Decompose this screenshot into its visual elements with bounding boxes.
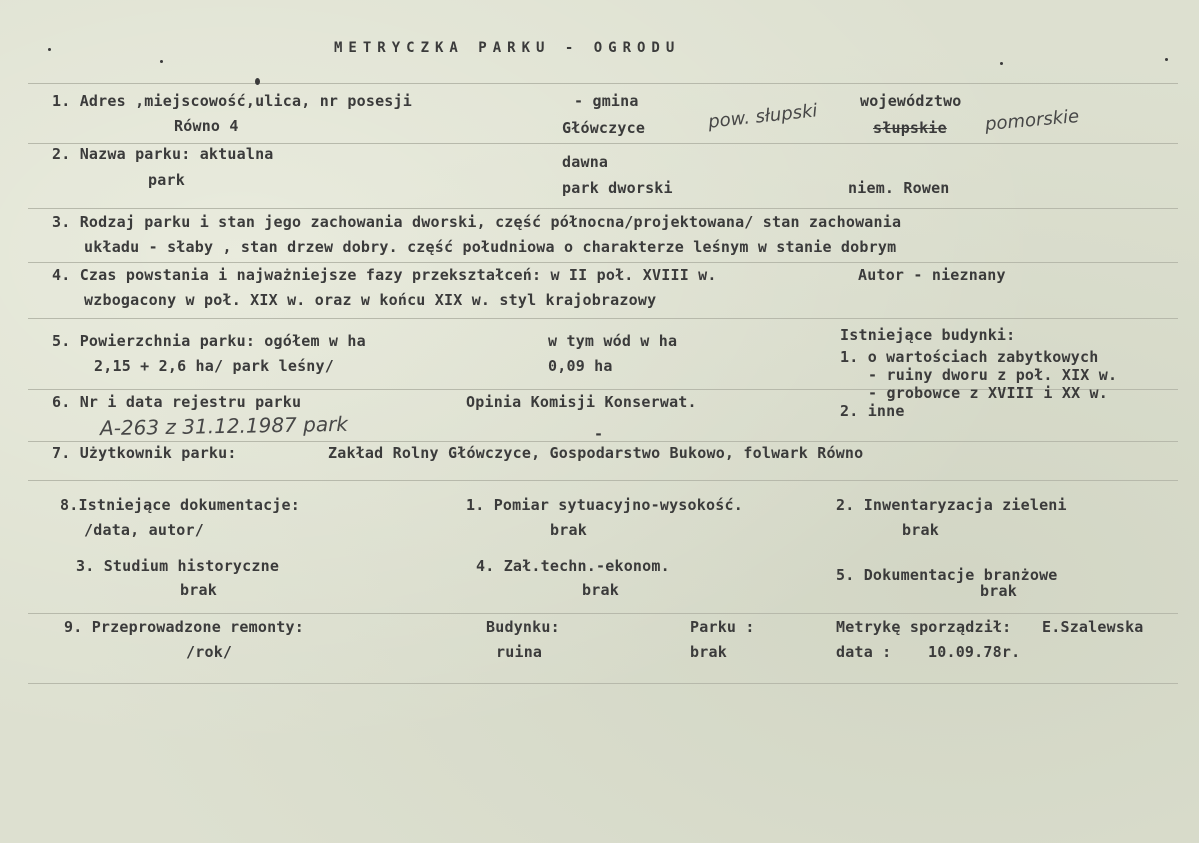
ink-speck [255,78,260,85]
doc4-label: 4. Zał.techn.-ekonom. [476,557,670,575]
form-rule [28,143,1178,144]
documentation-sub: /data, autor/ [84,521,204,539]
form-rule [28,208,1178,209]
park-name-german: niem. Rowen [848,179,950,197]
form-rule [28,480,1178,481]
handwritten-county: pow. słupski [707,100,819,133]
ink-speck [160,60,163,63]
repairs-park-label: Parku : [690,618,755,636]
opinion-value: - [594,425,604,443]
gmina-label: - gmina [574,92,639,110]
locality-value: Równo 4 [174,117,239,135]
form-rule [28,613,1178,614]
voivodeship-value: słupskie [873,119,947,137]
park-type-line1: 3. Rodzaj parku i stan jego zachowania dworski, część północna/projektowana/ stan zachowania [52,213,902,231]
register-label: 6. Nr i data rejestru parku [52,393,302,411]
park-type-line2: układu - słaby , stan drzew dobry. część południowa o charakterze leśnym w stanie dobrym [84,238,897,256]
history-line2: wzbogacony w poł. XIX w. oraz w końcu XIX w. styl krajobrazowy [84,291,657,309]
form-rule [28,683,1178,684]
doc1-label: 1. Pomiar sytuacyjno-wysokość. [466,496,743,514]
buildings-line4: 2. inne [840,402,905,420]
date-label: data : [836,643,892,661]
repairs-sub: /rok/ [186,643,233,661]
repairs-building-value: ruina [496,643,543,661]
form-rule [28,83,1178,84]
ink-speck [48,48,51,51]
water-area-label: w tym wód w ha [548,332,678,350]
doc4-value: brak [582,581,619,599]
user-value: Zakład Rolny Główczyce, Gospodarstwo Bukowo, folwark Równo [328,444,864,462]
doc1-value: brak [550,521,587,539]
address-label: 1. Adres ,miejscowość,ulica, nr posesji [52,92,412,110]
prepared-by-value: E.Szalewska [1042,618,1144,636]
form-rule [28,262,1178,263]
park-name-former-label: dawna [562,153,609,171]
buildings-line3: - grobowce z XVIII i XX w. [868,384,1108,402]
ink-speck [1000,62,1003,65]
doc5-label: 5. Dokumentacje branżowe [836,566,1058,584]
handwritten-register: A-263 z 31.12.1987 park [99,411,349,441]
gmina-value: Główczyce [562,119,646,137]
doc2-label: 2. Inwentaryzacja zieleni [836,496,1067,514]
date-value: 10.09.78r. [928,643,1021,661]
doc3-value: brak [180,581,217,599]
handwritten-voivodeship: pomorskie [984,105,1081,136]
area-label: 5. Powierzchnia parku: ogółem w ha [52,332,366,350]
buildings-line1: 1. o wartościach zabytkowych [840,348,1099,366]
area-total: 2,15 + 2,6 ha/ park leśny/ [94,357,334,375]
repairs-park-value: brak [690,643,727,661]
buildings-label: Istniejące budynki: [840,326,1016,344]
prepared-by-label: Metrykę sporządził: [836,618,1012,636]
user-label: 7. Użytkownik parku: [52,444,237,462]
opinion-label: Opinia Komisji Konserwat. [466,393,697,411]
repairs-label: 9. Przeprowadzone remonty: [64,618,304,636]
ink-speck [1165,58,1168,61]
buildings-line2: - ruiny dworu z poł. XIX w. [868,366,1118,384]
water-area-value: 0,09 ha [548,357,613,375]
form-title: METRYCZKA PARKU - OGRODU [334,40,681,56]
park-name-current: park [148,171,185,189]
park-name-former: park dworski [562,179,673,197]
history-line1: 4. Czas powstania i najważniejsze fazy przekształceń: w II poł. XVIII w. [52,266,717,284]
park-name-label: 2. Nazwa parku: aktualna [52,145,274,163]
form-rule [28,318,1178,319]
author-value: Autor - nieznany [858,266,1006,284]
doc2-value: brak [902,521,939,539]
documentation-label: 8.Istniejące dokumentacje: [60,496,300,514]
doc5-value: brak [980,582,1017,600]
voivodeship-label: województwo [860,92,962,110]
repairs-building-label: Budynku: [486,618,560,636]
doc3-label: 3. Studium historyczne [76,557,280,575]
